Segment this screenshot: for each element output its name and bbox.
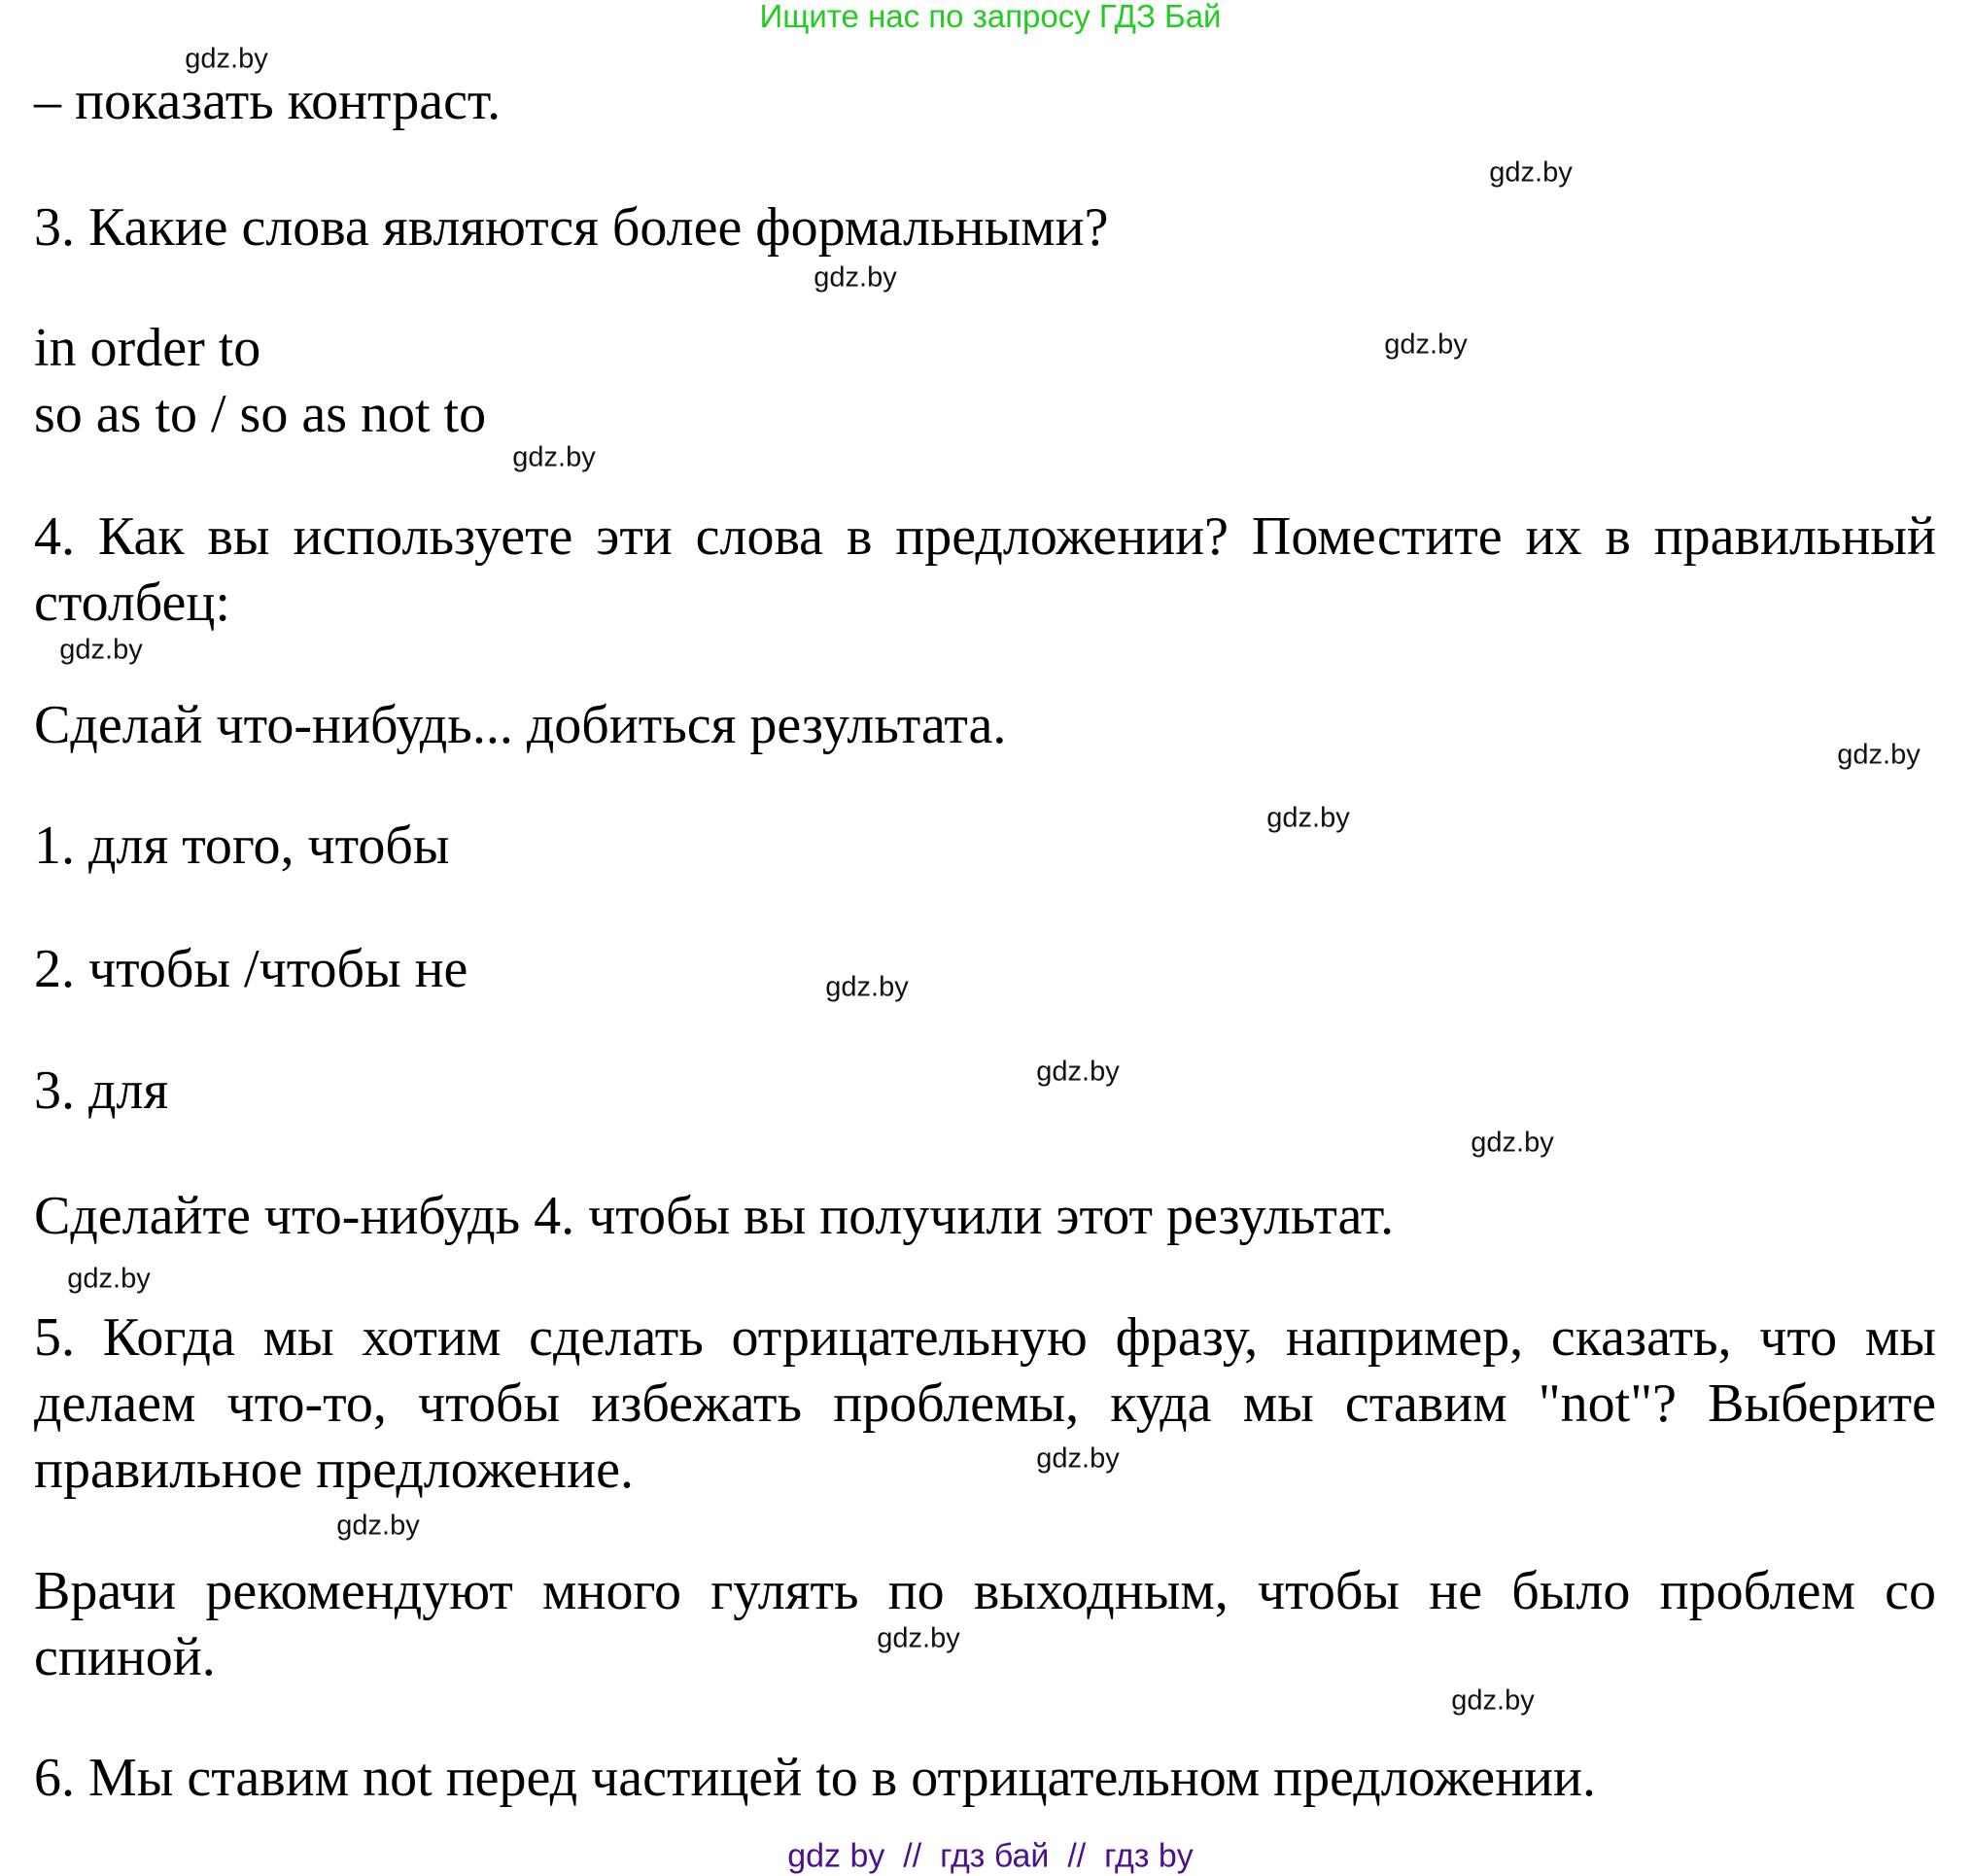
watermark: gdz.by xyxy=(877,1622,960,1654)
watermark: gdz.by xyxy=(1036,1056,1120,1088)
text-line: so as to / so as not to xyxy=(34,384,487,444)
text-line: Сделай что-нибудь... добиться результата. xyxy=(34,695,1007,755)
list-item xyxy=(34,1058,1936,1124)
text-line: 5. Когда мы хотим сделать отрицательную фразу, например, сказать, что мы xyxy=(34,1307,1936,1368)
watermark: gdz.by xyxy=(825,971,909,1003)
watermark: gdz.by xyxy=(59,634,143,666)
text-line: Сделайте что-нибудь 4. чтобы вы получили этот результат. xyxy=(34,1186,1395,1246)
answer-5 xyxy=(34,1558,1936,1690)
text-line: 4. Как вы используете эти слова в предложении? Поместите их в правильный xyxy=(34,506,1936,567)
watermark: gdz.by xyxy=(185,43,268,75)
question-3 xyxy=(34,194,1936,261)
text-line: делаем что-то, чтобы избежать проблемы, куда мы ставим "not"? Выберите xyxy=(34,1373,1936,1434)
answer-6 xyxy=(34,1745,1936,1811)
text-line: правильное предложение. xyxy=(34,1440,634,1500)
text-line: 2. чтобы /чтобы не xyxy=(34,939,468,999)
list-item xyxy=(34,936,1936,1002)
watermark: gdz.by xyxy=(1266,802,1350,834)
watermark: gdz.by xyxy=(1837,739,1921,771)
watermark: gdz.by xyxy=(1384,329,1468,361)
text-line: спиной. xyxy=(34,1627,216,1687)
text-line: столбец: xyxy=(34,573,230,633)
text-line: 6. Мы ставим not перед частицей to в отрицательном предложении. xyxy=(34,1748,1596,1808)
paragraph xyxy=(34,1183,1936,1249)
question-4 xyxy=(34,504,1936,636)
text-line: 1. для того, чтобы xyxy=(34,816,450,876)
watermark: gdz.by xyxy=(512,441,596,473)
text-line: 3. для xyxy=(34,1060,169,1121)
watermark: gdz.by xyxy=(336,1510,420,1542)
text-line: Врачи рекомендуют много гулять по выходным, чтобы не было проблем со xyxy=(34,1561,1936,1621)
text-line: in order to xyxy=(34,318,261,378)
paragraph xyxy=(34,692,1936,758)
question-5 xyxy=(34,1304,1936,1503)
text-line: – показать контраст. xyxy=(34,71,502,131)
watermark: gdz.by xyxy=(1036,1442,1120,1475)
header-banner[interactable]: Ищите нас по запросу ГДЗ Бай xyxy=(759,0,1222,34)
answer-line xyxy=(34,68,1936,134)
watermark: gdz.by xyxy=(1489,156,1573,189)
watermark: gdz.by xyxy=(814,261,897,294)
list-item xyxy=(34,813,1936,879)
watermark: gdz.by xyxy=(1451,1685,1535,1717)
text-line: 3. Какие слова являются более формальными? xyxy=(34,197,1109,258)
footer-links[interactable]: gdz by // гдз бай // гдз by xyxy=(787,1837,1194,1875)
watermark: gdz.by xyxy=(1471,1127,1554,1159)
answer-3 xyxy=(34,315,1936,447)
watermark: gdz.by xyxy=(67,1263,151,1295)
